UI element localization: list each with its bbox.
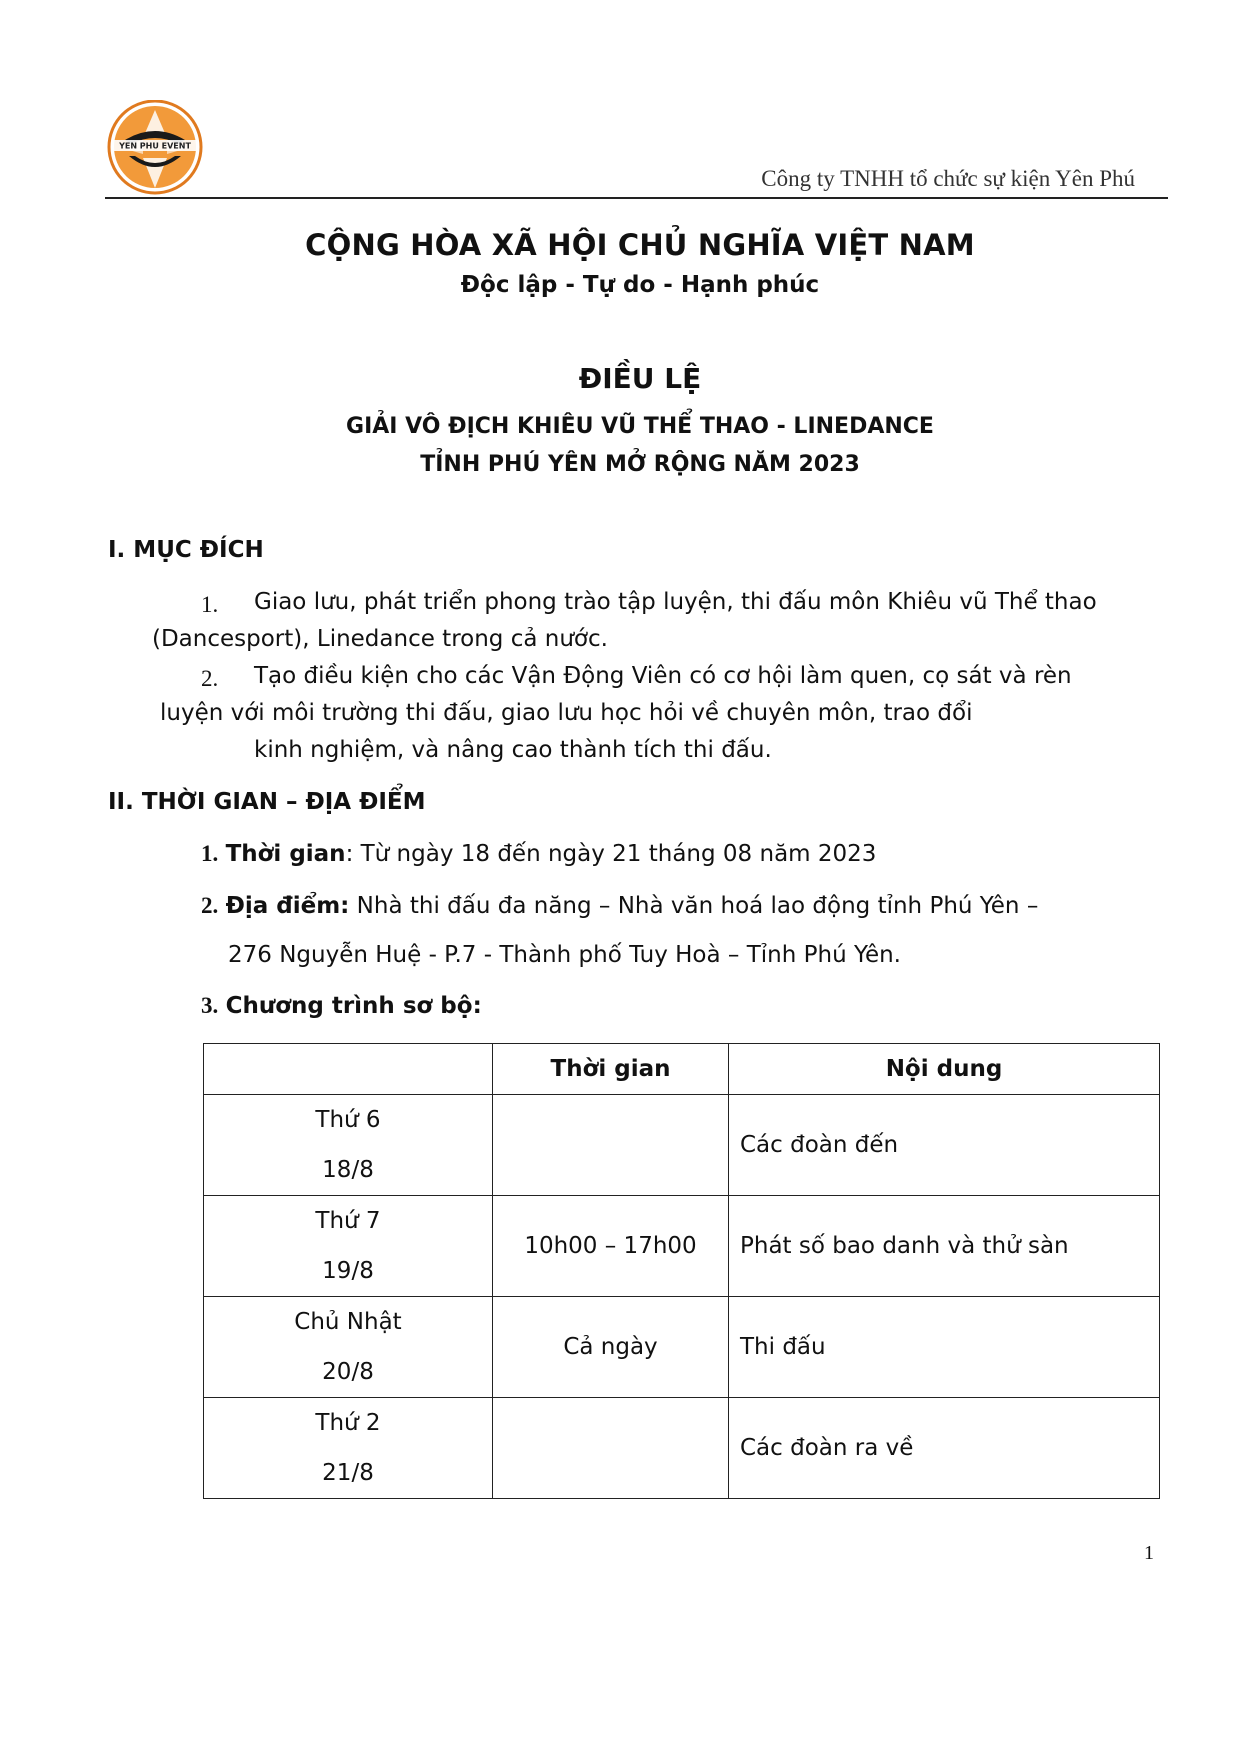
table-row (204, 1095, 1160, 1196)
row-date: 18/8 (322, 1157, 374, 1183)
row-time (493, 1398, 729, 1499)
row-day: Chủ Nhật (294, 1309, 402, 1335)
header-divider (105, 197, 1168, 199)
row-day-cell (204, 1095, 493, 1196)
company-name: Công ty TNHH tổ chức sự kiện Yên Phú (761, 166, 1135, 191)
row-time: Cả ngày (493, 1297, 729, 1398)
page-number: 1 (1144, 1542, 1154, 1564)
row-day-cell (204, 1196, 493, 1297)
header-day (204, 1044, 493, 1095)
place-value-line1: Nhà thi đấu đa năng – Nhà văn hoá lao động tỉnh Phú Yên – (349, 893, 1039, 919)
purpose-item1-number: 1. (201, 592, 219, 617)
time-number: 1. (201, 841, 219, 866)
table-row (204, 1196, 1160, 1297)
row-day: Thứ 7 (315, 1208, 381, 1234)
company-logo (105, 100, 205, 195)
purpose-item2-line2: luyện với môi trường thi đấu, giao lưu học hỏi về chuyên môn, trao đổi (160, 700, 973, 726)
row-date: 20/8 (322, 1359, 374, 1385)
place-label: Địa điểm: (225, 893, 350, 919)
table-row (204, 1398, 1160, 1499)
section1-heading: I. MỤC ĐÍCH (108, 537, 264, 563)
header-time: Thời gian (493, 1044, 729, 1095)
row-date: 21/8 (322, 1460, 374, 1486)
time-line (201, 841, 876, 867)
program-label: Chương trình sơ bộ: (225, 993, 482, 1019)
row-time (493, 1095, 729, 1196)
purpose-item2-number: 2. (201, 666, 219, 691)
logo-text: YEN PHU EVENT (119, 141, 191, 151)
table-row (204, 1297, 1160, 1398)
document-title: ĐIỀU LỆ (578, 362, 702, 395)
header-content: Nội dung (729, 1044, 1160, 1095)
table-header-row (204, 1044, 1160, 1095)
program-line (201, 993, 482, 1019)
row-time: 10h00 – 17h00 (493, 1196, 729, 1297)
purpose-item2-line1: Tạo điều kiện cho các Vận Động Viên có cơ hội làm quen, cọ sát và rèn (254, 663, 1072, 689)
time-value: : Từ ngày 18 đến ngày 21 tháng 08 năm 2023 (345, 841, 877, 867)
place-line2: 276 Nguyễn Huệ - P.7 - Thành phố Tuy Hoà – Tỉnh Phú Yên. (228, 942, 901, 968)
row-date: 19/8 (322, 1258, 374, 1284)
place-number: 2. (201, 893, 219, 918)
row-content: Thi đấu (729, 1297, 1160, 1398)
section2-heading: II. THỜI GIAN – ĐỊA ĐIỂM (108, 789, 426, 815)
purpose-item1-line1: Giao lưu, phát triển phong trào tập luyện, thi đấu môn Khiêu vũ Thể thao (254, 589, 1097, 615)
row-content: Phát số bao danh và thử sàn (729, 1196, 1160, 1297)
place-line1 (201, 893, 1038, 919)
row-content: Các đoàn ra về (729, 1398, 1160, 1499)
program-number: 3. (201, 993, 219, 1018)
row-content: Các đoàn đến (729, 1095, 1160, 1196)
nation-title: CỘNG HÒA XÃ HỘI CHỦ NGHĨA VIỆT NAM (305, 228, 975, 262)
purpose-item1-line2: (Dancesport), Linedance trong cả nước. (152, 626, 608, 652)
schedule-table (203, 1043, 1160, 1499)
purpose-item2-line3: kinh nghiệm, và nâng cao thành tích thi đấu. (254, 737, 772, 763)
nation-motto: Độc lập - Tự do - Hạnh phúc (460, 272, 820, 298)
time-label: Thời gian (225, 841, 346, 867)
row-day-cell (204, 1297, 493, 1398)
row-day-cell (204, 1398, 493, 1499)
document-subtitle-line1: GIẢI VÔ ĐỊCH KHIÊU VŨ THỂ THAO - LINEDANCE (346, 414, 934, 439)
row-day: Thứ 2 (315, 1410, 381, 1436)
document-subtitle-line2: TỈNH PHÚ YÊN MỞ RỘNG NĂM 2023 (420, 452, 860, 477)
row-day: Thứ 6 (315, 1107, 381, 1133)
